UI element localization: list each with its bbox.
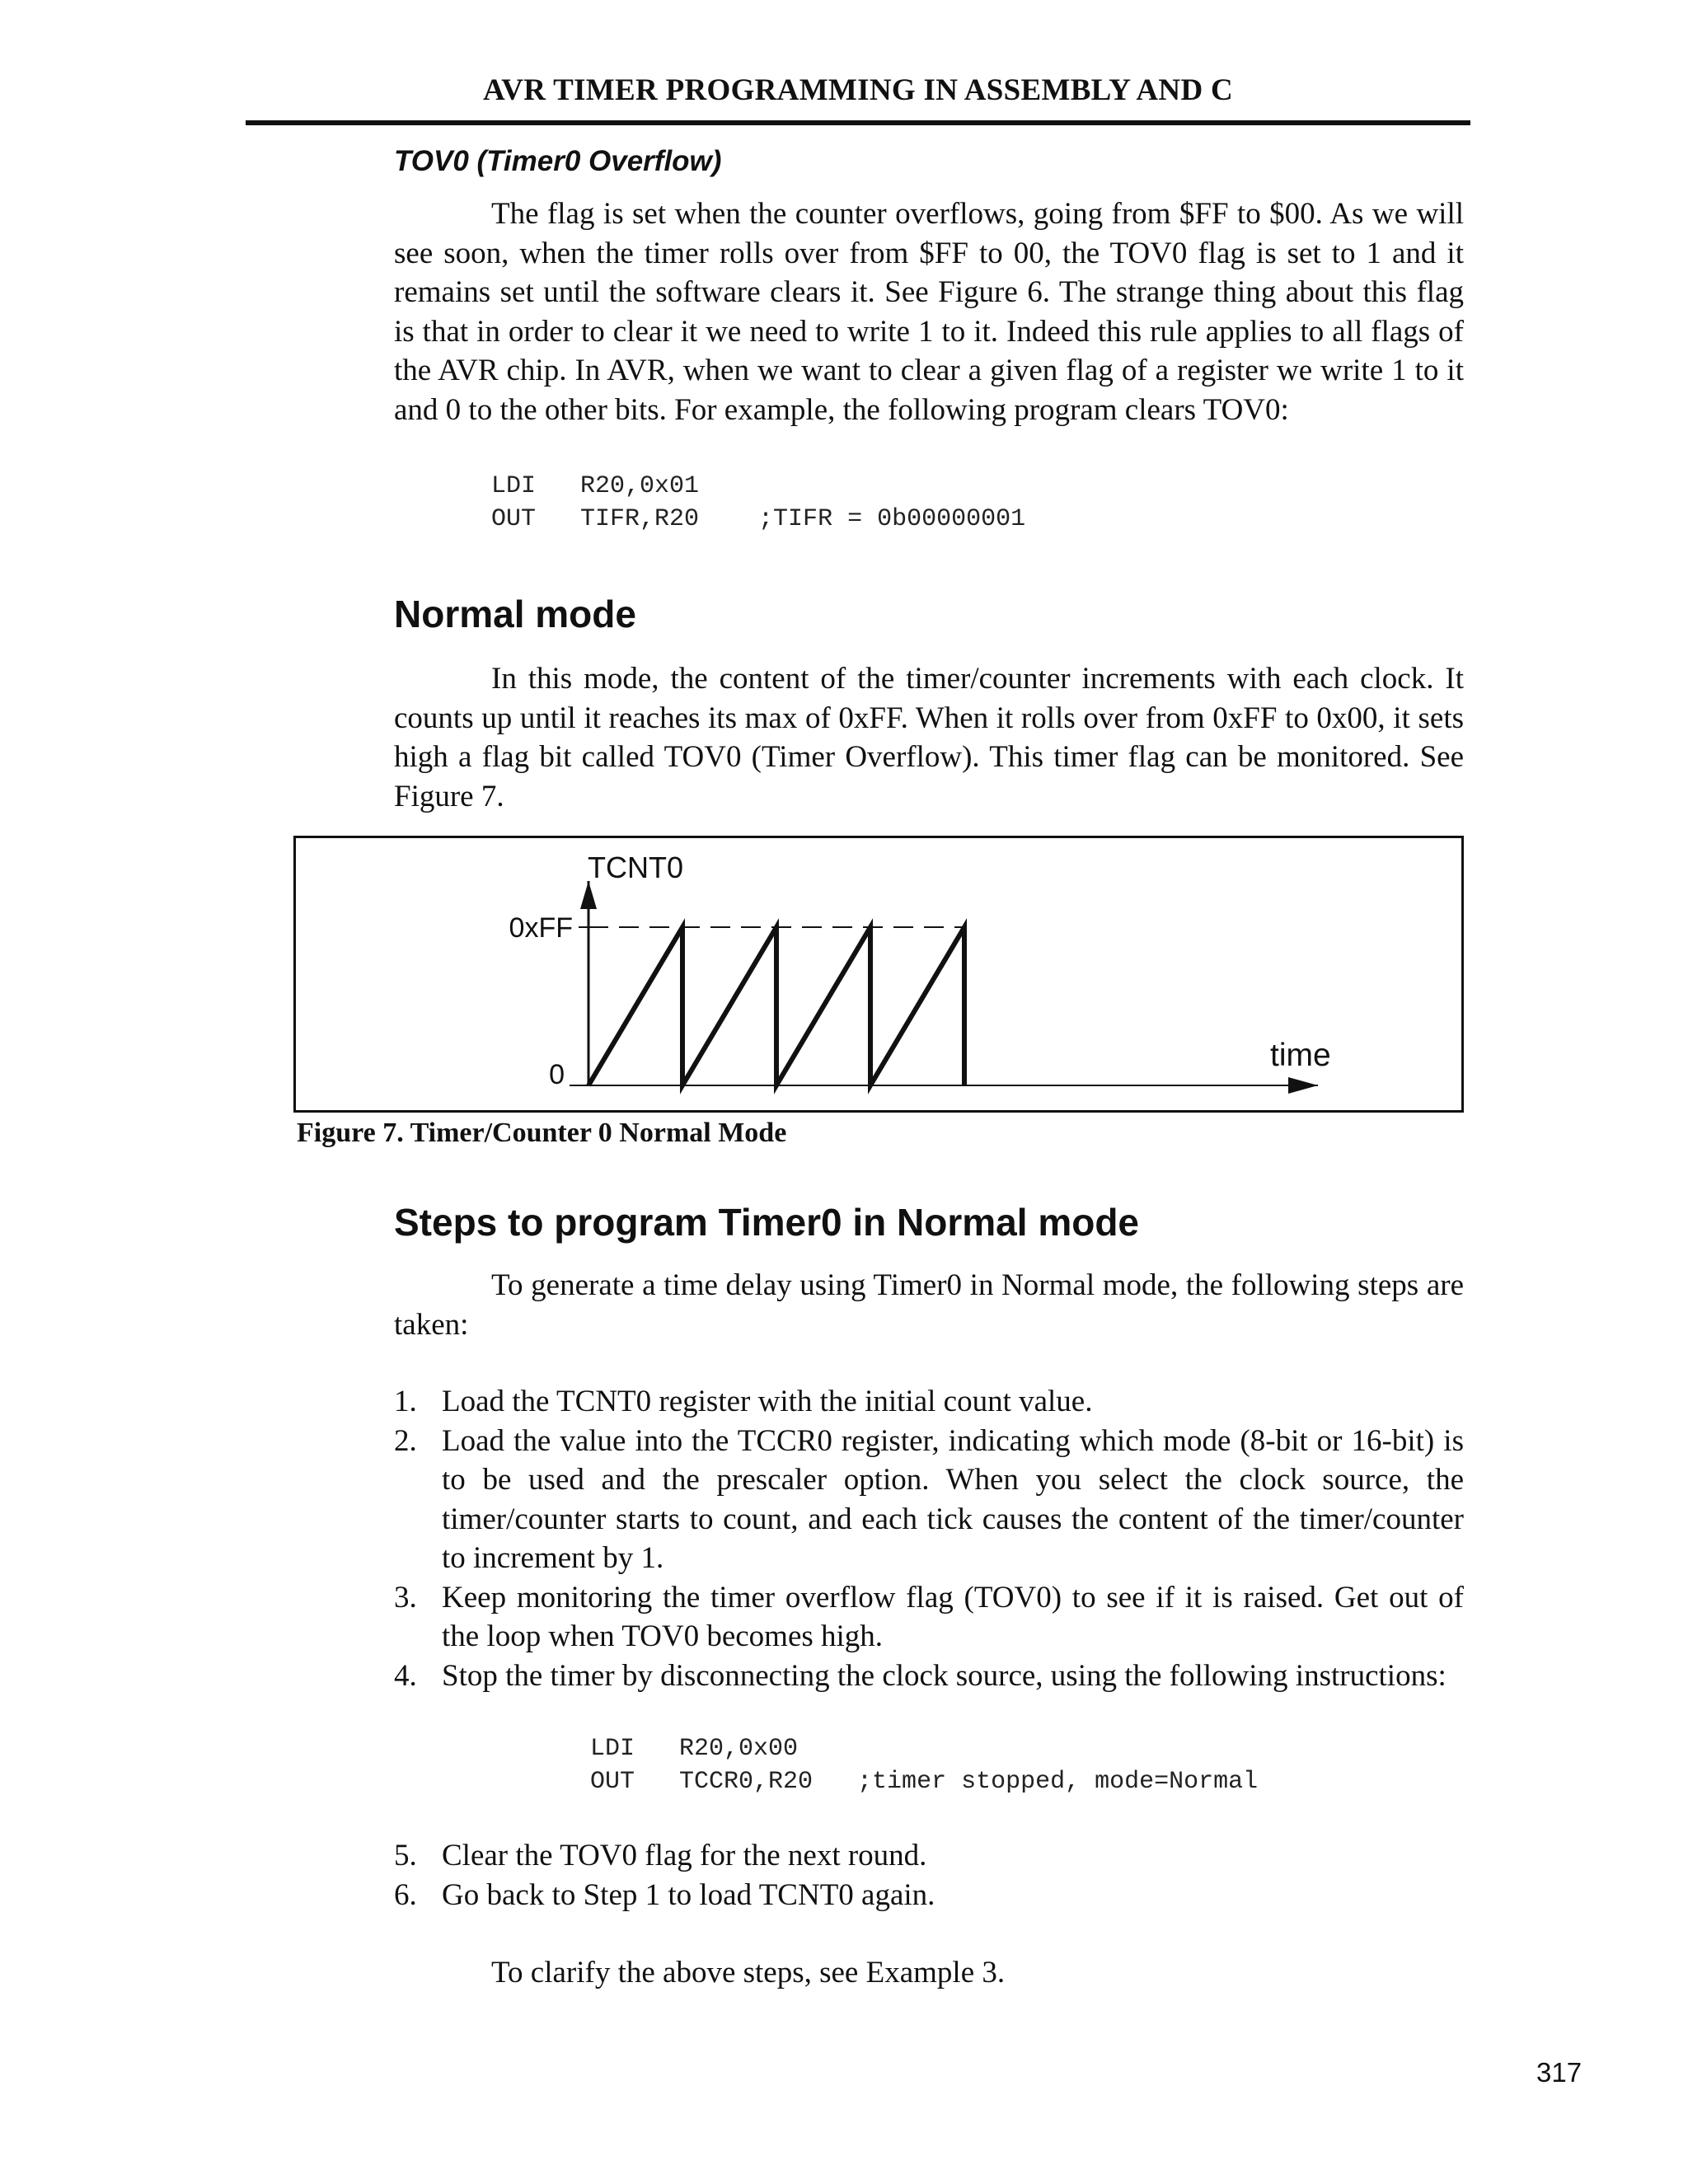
steps-list [394,1836,1464,1915]
normal-mode-section [394,592,1464,636]
step-number: 6. [394,1877,417,1912]
y-tick-label-0: 0 [549,1059,565,1090]
code-line: OUT TCCR0,R20 ;timer stopped, mode=Normal [590,1768,1259,1796]
header-rule [246,120,1470,125]
figure-7-box [293,836,1464,1113]
tov0-code-block [491,470,1464,536]
list-item [394,1657,1464,1696]
list-item [394,1836,1464,1876]
step-text: Clear the TOV0 flag for the next round. [442,1839,927,1872]
y-axis-label: TCNT0 [588,851,683,884]
step-number: 3. [394,1580,417,1615]
code-line: OUT TIFR,R20 ;TIFR = 0b00000001 [491,505,1026,533]
steps-list-continued [394,1836,1464,1915]
step-text: Keep monitoring the timer overflow flag (TOV0) to see if it is raised. Get out of the loop when TOV0 becomes high. [442,1580,1464,1653]
step-text: Stop the timer by disconnecting the clock source, using the following instructions: [442,1658,1447,1693]
figure-caption: Figure 7. Timer/Counter 0 Normal Mode [297,1118,787,1148]
list-item [394,1876,1464,1915]
steps-heading: Steps to program Timer0 in Normal mode [394,1201,1140,1244]
y-tick-label-0xff: 0xFF [509,912,573,944]
tov0-section [394,145,1464,178]
list-item [394,1578,1464,1657]
tov0-heading: TOV0 (Timer0 Overflow) [394,145,722,177]
x-axis-label: time [1270,1038,1331,1073]
steps-section [394,1200,1464,1244]
timer-sawtooth-chart [296,838,1461,1110]
tcnt0-sawtooth-line [588,927,964,1085]
code-line: LDI R20,0x00 [590,1735,799,1763]
normal-mode-body [394,659,1464,816]
page-number: 317 [1536,2057,1582,2088]
list-item [394,1422,1464,1578]
y-axis-arrow [580,881,597,909]
step-text: Load the TCNT0 register with the initial count value. [442,1385,1093,1418]
steps-list-block [394,1382,1464,1695]
list-item [394,1382,1464,1422]
steps-list [394,1382,1464,1695]
step-number: 2. [394,1423,417,1458]
x-axis-arrow [1288,1077,1318,1094]
tov0-paragraph: The flag is set when the counter overflows, going from $FF to $00. As we will see soon, when the timer rolls over from $FF to 00, the TOV0 flag is set to 1 and it remains set until the software clears it. See Figure 6. The strange thing about this flag is that in order to clear it we need to write 1 to it. Indeed this rule applies to all flags of the AVR chip. In AVR, when we want to clear a given flag of a register we write 1 to it and 0 to the other bits. For example, the following program clears TOV0: [394,197,1464,427]
step-number: 5. [394,1839,417,1872]
step-number: 4. [394,1658,417,1693]
tov0-body [394,194,1464,429]
running-head: AVR TIMER PROGRAMMING IN ASSEMBLY AND C [482,73,1234,107]
closing-paragraph: To clarify the above steps, see Example 3. [491,1956,1006,1990]
closing-block [394,1953,1464,1993]
step-text: Load the value into the TCCR0 register, indicating which mode (8-bit or 16-bit) is to be used and the prescaler option. When you select the clock source, the timer/counter starts to count, and each tick causes the content of the timer/counter to increment by 1. [442,1423,1464,1575]
steps-intro-block [394,1266,1464,1344]
normal-mode-heading: Normal mode [394,593,636,635]
steps-intro: To generate a time delay using Timer0 in Normal mode, the following steps are taken: [394,1268,1464,1342]
code-line: LDI R20,0x01 [491,472,700,500]
step4-code-block [590,1732,1464,1798]
step-text: Go back to Step 1 to load TCNT0 again. [442,1877,935,1912]
step-number: 1. [394,1385,417,1418]
normal-mode-paragraph: In this mode, the content of the timer/counter increments with each clock. It counts up until it reaches its max of 0xFF. When it rolls over from 0xFF to 0x00, it sets high a flag bit called TOV0 (Timer Overflow). This timer flag can be monitored. See Figure 7. [394,662,1464,813]
